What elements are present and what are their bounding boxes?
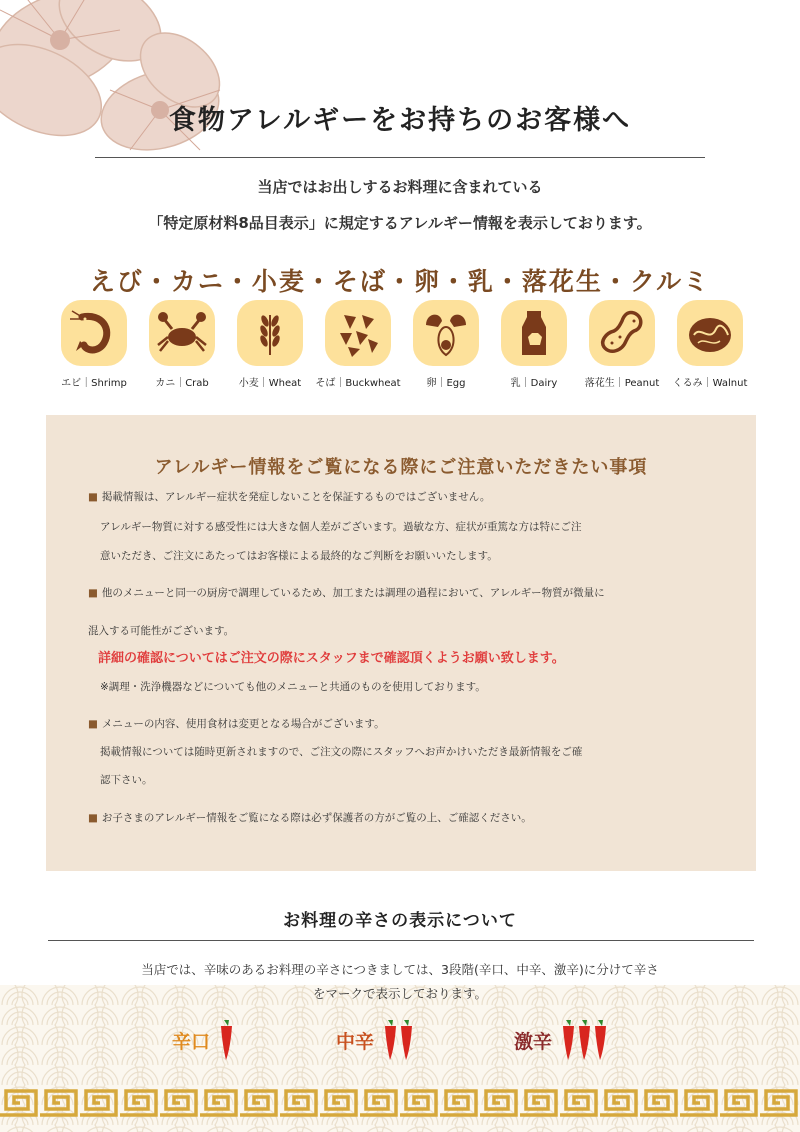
spice-level-label: 激辛 (514, 1030, 553, 1053)
spice-level-hot (514, 1018, 608, 1062)
spice-level-label: 中辛 (336, 1030, 375, 1053)
allergen-label: 卵｜Egg (426, 378, 466, 389)
notice-text: 掲載情報については随時更新されますので、ご注文の際にスタッフへお声かけいただき最新情報をご確 (100, 746, 583, 758)
allergen-list-heading: えび・カニ・小麦・そば・卵・乳・落花生・クルミ (89, 267, 711, 296)
chili-icon (399, 1018, 414, 1062)
spice-text-2: をマークで表示しております。 (312, 986, 487, 1001)
allergen-label: カニ｜Crab (155, 378, 209, 389)
spice-level-mild (172, 1018, 234, 1062)
allergen-egg (402, 300, 490, 389)
intro-line-1: 当店ではお出しするお料理に含まれている (257, 178, 543, 196)
spice-text-1: 当店では、辛味のあるお料理の辛さにつきましては、3段階(辛口、中辛、激辛)に分けて辛さ (141, 962, 659, 977)
chili-icon (383, 1018, 398, 1062)
chili-icon (577, 1018, 592, 1062)
chili-icon (219, 1018, 234, 1062)
allergen-wheat (226, 300, 314, 389)
notice-item (88, 716, 385, 731)
page-title: 食物アレルギーをお持ちのお客様へ (168, 105, 632, 136)
allergen-dairy (490, 300, 578, 389)
allergen-label: くるみ｜Walnut (672, 378, 748, 389)
staff-confirmation-warning: 詳細の確認についてはご注文の際にスタッフまで確認頂くようお願い致します。 (98, 651, 565, 666)
notice-text: 混入する可能性がございます。 (88, 625, 235, 637)
allergen-walnut (666, 300, 754, 389)
chili-icon (561, 1018, 576, 1062)
notice-text: メニューの内容、使用食材は変更となる場合がございます。 (101, 718, 385, 730)
bullet-icon: ■ (88, 812, 98, 824)
notice-text: 掲載情報は、アレルギー症状を発症しないことを保証するものではございません。 (101, 491, 491, 503)
egg-icon (420, 307, 472, 359)
spice-level-label: 辛口 (172, 1030, 211, 1053)
notice-text: アレルギー物質に対する感受性には大きな個人差がございます。過敏な方、症状が重篤な方は特にご注 (100, 521, 582, 533)
allergy-notice-panel (46, 415, 756, 871)
peanut-icon (596, 307, 648, 359)
allergen-label: 落花生｜Peanut (584, 378, 660, 389)
buckwheat-icon (332, 307, 384, 359)
fret-border (0, 1088, 800, 1118)
notice-text: ※調理・洗浄機器などについても他のメニューと共通のものを使用しております。 (100, 681, 486, 693)
spice-level-medium (336, 1018, 414, 1062)
allergen-crab (138, 300, 226, 389)
crab-icon (156, 307, 208, 359)
chili-icon (593, 1018, 608, 1062)
allergen-shrimp (50, 300, 138, 389)
title-divider (95, 157, 705, 158)
bullet-icon: ■ (88, 491, 98, 503)
bullet-icon: ■ (88, 587, 98, 599)
spice-title: お料理の辛さの表示について (283, 911, 517, 931)
notice-title: アレルギー情報をご覧になる際にご注意いただきたい事項 (154, 457, 648, 478)
bullet-icon: ■ (88, 718, 98, 730)
notice-item (88, 489, 490, 504)
allergen-buckwheat (314, 300, 402, 389)
notice-item (88, 810, 532, 825)
intro-line-2: 「特定原材料8品目表示」に規定するアレルギー情報を表示しております。 (148, 214, 652, 232)
walnut-icon (684, 307, 736, 359)
notice-text: 認下さい。 (100, 774, 153, 786)
notice-text: お子さまのアレルギー情報をご覧になる際は必ず保護者の方がご覧の上、ご確認ください。 (101, 812, 532, 824)
notice-text: 意いただき、ご注文にあたってはお客様による最終的なご判断をお願いいたします。 (100, 550, 498, 562)
notice-text: 他のメニューと同一の厨房で調理しているため、加工または調理の過程において、アレルギー物質が微量に (101, 587, 605, 599)
allergen-label: そば｜Buckwheat (315, 378, 401, 389)
spice-divider (48, 940, 754, 941)
wheat-icon (244, 307, 296, 359)
allergen-label: 乳｜Dairy (510, 378, 558, 389)
milk-icon (508, 307, 560, 359)
allergen-peanut (578, 300, 666, 389)
allergen-label: エビ｜Shrimp (61, 378, 127, 389)
notice-item (88, 585, 605, 600)
allergen-label: 小麦｜Wheat (238, 378, 302, 389)
allergen-icons (50, 300, 755, 395)
shrimp-icon (68, 307, 120, 359)
